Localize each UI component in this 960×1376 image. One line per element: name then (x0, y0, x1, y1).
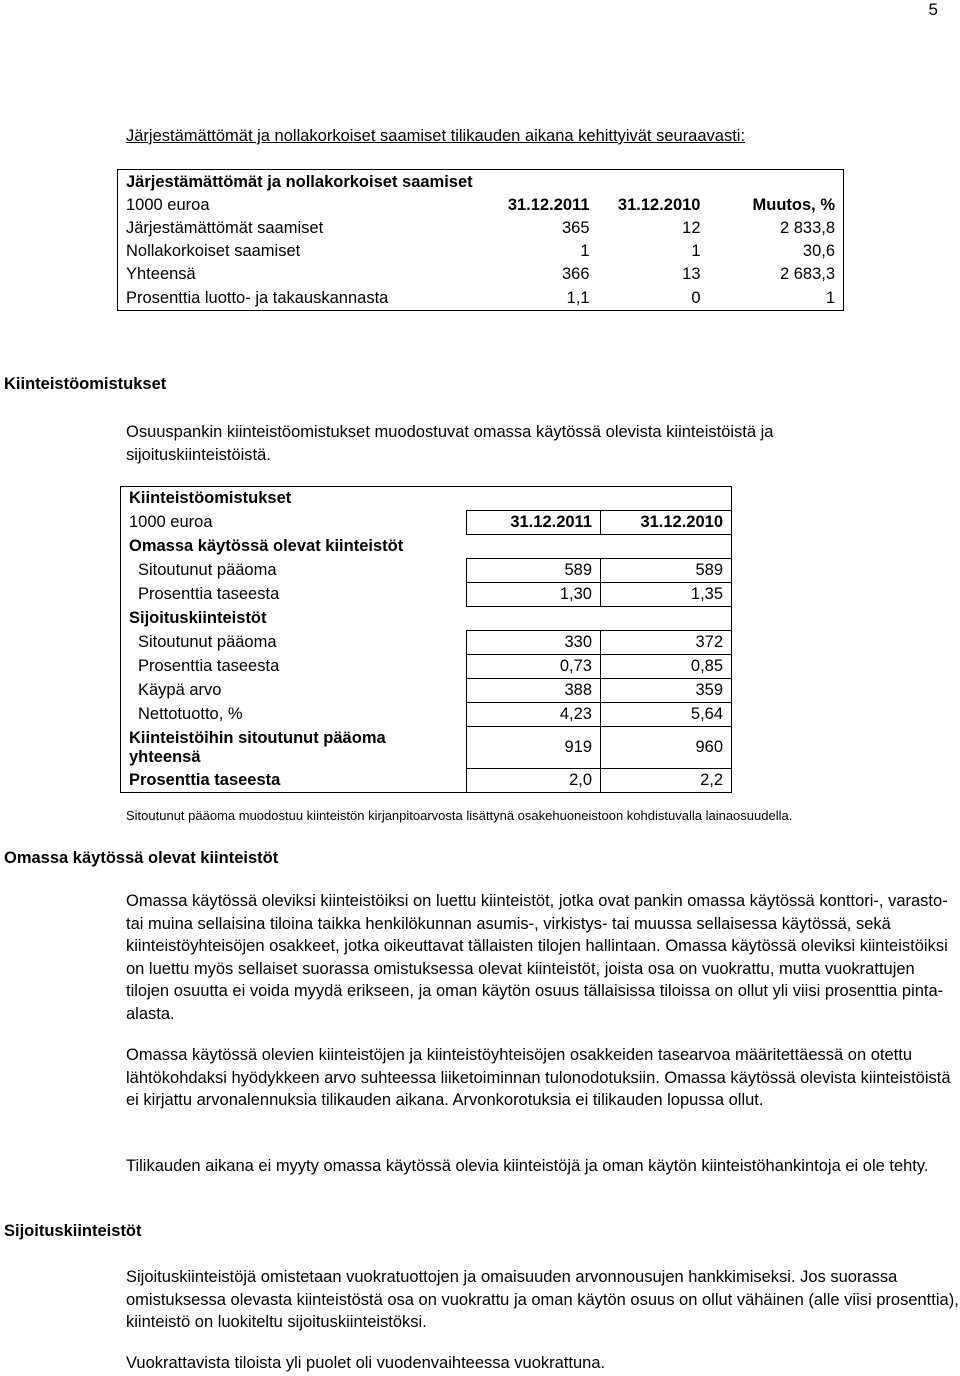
table2-header-2010: 31.12.2010 (601, 511, 732, 535)
cell-value: 2 683,3 (779, 264, 836, 283)
section1-text: Osuuspankin kiinteistöomistukset muodostuvat omassa käytössä olevista kiinteistöistä ja sijoituskiinteistöistä. (126, 423, 774, 464)
row-label: Nollakorkoiset saamiset (126, 241, 301, 260)
table-row (118, 239, 844, 262)
cell-value: 0,73 (467, 655, 601, 679)
row-label: Sitoutunut pääoma (138, 633, 277, 651)
cell-value: 2,2 (601, 769, 732, 793)
row-label-total: Kiinteistöihin sitoutunut pääoma yhteensä (129, 728, 386, 766)
cell-value: 12 (682, 218, 701, 237)
row-label-total-pct: Prosenttia taseesta (129, 770, 281, 789)
table-footnote: Sitoutunut pääoma muodostuu kiinteistön kirjanpitoarvosta lisättynä osakehuoneistoon kohdistuvalla lainaosuudella. (126, 808, 793, 823)
table-row (121, 559, 732, 583)
cell-value: 0 (691, 288, 701, 307)
table2-header-2011: 31.12.2011 (467, 511, 601, 535)
cell-value: 1 (825, 288, 836, 307)
section-heading-real-estate: Kiinteistöomistukset (4, 375, 167, 393)
paragraph: Tilikauden aikana ei myyty omassa käytössä olevia kiinteistöjä ja oman käytön kiinteistöhankintoja ei ole tehty. (126, 1157, 929, 1175)
cell-value: 13 (682, 264, 701, 283)
cell-value: 1,1 (566, 288, 590, 307)
row-label: Käypä arvo (138, 681, 222, 699)
row-label: Yhteensä (126, 264, 196, 283)
table1-title: Järjestämättömät ja nollakorkoiset saamiset (126, 172, 473, 191)
intro-text: Järjestämättömät ja nollakorkoiset saamiset tilikauden aikana kehittyivät seuraavasti: (126, 127, 746, 145)
table2-title: Kiinteistöomistukset (129, 489, 292, 507)
cell-value: 0,85 (601, 655, 732, 679)
row-label: Järjestämättömät saamiset (126, 218, 324, 237)
page-number: 5 (928, 0, 938, 19)
table-row (121, 679, 732, 703)
cell-value: 359 (601, 679, 732, 703)
table2-unit: 1000 euroa (129, 513, 213, 531)
row-label: Nettotuotto, % (138, 705, 243, 723)
cell-value: 365 (561, 218, 590, 237)
cell-value: 1,35 (601, 583, 732, 607)
row-label: Prosenttia taseesta (138, 585, 280, 603)
table1-header-change: Muutos, % (752, 195, 836, 214)
table2-group-own-use: Omassa käytössä olevat kiinteistöt (129, 537, 404, 555)
paragraph: Omassa käytössä olevien kiinteistöjen ja kiinteistöyhteisöjen osakkeiden tasearvoa määritettäessä on otettu lähtökohdaksi hyödykkeen arvo suhteessa liiketoiminnan tulonodotuksiin. Omassa käytössä olevista kiinteistöistä ei kirjattu arvonalennuksia tilikauden aikana. Arvonkorotuksia ei tilikauden lopussa ollut. (126, 1046, 951, 1109)
table-row (121, 655, 732, 679)
table-row (118, 262, 844, 285)
cell-value: 1,30 (467, 583, 601, 607)
cell-value: 366 (561, 264, 590, 283)
table-row (118, 216, 844, 239)
cell-value: 5,64 (601, 703, 732, 727)
table-row (121, 727, 732, 769)
row-label: Prosenttia taseesta (138, 657, 280, 675)
table2-group-investment: Sijoituskiinteistöt (129, 609, 267, 627)
section-heading-investment: Sijoituskiinteistöt (4, 1222, 142, 1240)
cell-value: 1 (691, 241, 701, 260)
row-label: Sitoutunut pääoma (138, 561, 277, 579)
table-row (121, 769, 732, 793)
section-heading-own-use: Omassa käytössä olevat kiinteistöt (4, 849, 279, 867)
nonperforming-receivables-table (117, 169, 844, 311)
table-row (118, 285, 844, 311)
paragraph: Omassa käytössä oleviksi kiinteistöiksi on luettu kiinteistöt, jotka ovat pankin omassa käytössä konttori-, varasto- tai muina sellaisina tiloina taikka henkilökunnan asumis-, virkistys- tai muussa sellaisessa käytössä, sekä kiinteistöyhteisöjen osakkeet, jotka oikeuttavat tällaisten tilojen hallintaan. Omassa käytössä oleviksi kiinteistöiksi on luettu myös sellaiset suorassa omistuksessa olevat kiinteistöt, joista osa on vuokrattu, mutta vuokrattujen tilojen osuutta ei voida myydä erikseen, ja oman käytön osuus tällaisissa tiloissa on ollut yli viisi prosenttia pinta-alasta. (126, 892, 948, 1023)
cell-value: 1 (580, 241, 590, 260)
cell-value: 960 (601, 727, 732, 769)
paragraph: Sijoituskiinteistöjä omistetaan vuokratuottojen ja omaisuuden arvonnousujen hankkimiseksi. Jos suorassa omistuksessa olevasta kiinteistöstä osa on vuokrattu ja oman käytön osuus on ollut vähäinen (alle viisi prosenttia), kiinteistö on luokiteltu sijoituskiinteistöksi. (126, 1268, 959, 1331)
cell-value: 388 (467, 679, 601, 703)
cell-value: 589 (467, 559, 601, 583)
cell-value: 330 (467, 631, 601, 655)
real-estate-holdings-table (120, 486, 732, 793)
table1-header-2010: 31.12.2010 (617, 195, 701, 214)
cell-value: 372 (601, 631, 732, 655)
row-label: Prosenttia luotto- ja takauskannasta (126, 288, 389, 307)
cell-value: 2,0 (467, 769, 601, 793)
cell-value: 589 (601, 559, 732, 583)
cell-value: 2 833,8 (779, 218, 836, 237)
paragraph: Vuokrattavista tiloista yli puolet oli vuodenvaihteessa vuokrattuna. (126, 1354, 606, 1372)
cell-value: 4,23 (467, 703, 601, 727)
table-row (121, 703, 732, 727)
cell-value: 919 (467, 727, 601, 769)
table-row (121, 631, 732, 655)
table-row (121, 583, 732, 607)
table1-header-2011: 31.12.2011 (507, 195, 590, 214)
table1-unit: 1000 euroa (126, 195, 210, 214)
cell-value: 30,6 (802, 241, 836, 260)
